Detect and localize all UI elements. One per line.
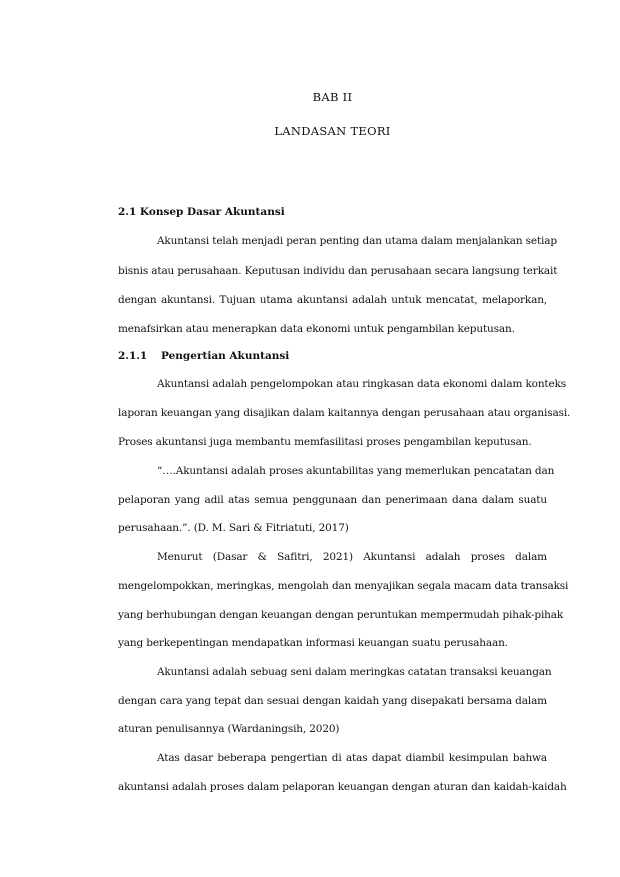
paragraph-line: akuntansi adalah proses dalam pelaporan keuangan dengan aturan dan kaidah-kaidah bbox=[118, 781, 567, 793]
subsection-number: 2.1.1 bbox=[118, 350, 148, 362]
paragraph-line: yang berkepentingan mendapatkan informasi keuangan suatu perusahaan. bbox=[118, 637, 508, 649]
chapter-title: LANDASAN TEORI bbox=[274, 124, 391, 138]
paragraph-line: Akuntansi adalah sebuag seni dalam meringkas catatan transaksi keuangan bbox=[157, 666, 552, 678]
paragraph-line: Menurut (Dasar & Safitri, 2021) Akuntansi adalah proses dalam bbox=[157, 551, 547, 563]
paragraph-line: aturan penulisannya (Wardaningsih, 2020) bbox=[118, 723, 340, 735]
paragraph-line: menafsirkan atau menerapkan data ekonomi untuk pengambilan keputusan. bbox=[118, 323, 515, 335]
paragraph-line: Akuntansi adalah pengelompokan atau ringkasan data ekonomi dalam konteks bbox=[157, 378, 567, 390]
paragraph-line: Proses akuntansi juga membantu memfasilitasi proses pengambilan keputusan. bbox=[118, 436, 532, 448]
paragraph-line: dengan akuntansi. Tujuan utama akuntansi adalah untuk mencatat, melaporkan, bbox=[118, 294, 547, 306]
paragraph-line: Akuntansi telah menjadi peran penting dan utama dalam menjalankan setiap bbox=[157, 235, 557, 247]
quote-line: pelaporan yang adil atas semua penggunaan dan penerimaan dana dalam suatu bbox=[118, 494, 547, 506]
paragraph-line: bisnis atau perusahaan. Keputusan individu dan perusahaan secara langsung terkait bbox=[118, 265, 558, 277]
section-heading: 2.1 Konsep Dasar Akuntansi bbox=[118, 206, 285, 218]
paragraph-line: laporan keuangan yang disajikan dalam kaitannya dengan perusahaan atau organisasi. bbox=[118, 407, 571, 419]
chapter-number: BAB II bbox=[312, 90, 353, 104]
paragraph-line: Atas dasar beberapa pengertian di atas dapat diambil kesimpulan bahwa bbox=[157, 752, 547, 764]
quote-line: perusahaan.”. (D. M. Sari & Fitriatuti, 2017) bbox=[118, 522, 349, 534]
subsection-title: Pengertian Akuntansi bbox=[161, 350, 290, 362]
paragraph-line: dengan cara yang tepat dan sesuai dengan kaidah yang disepakati bersama dalam bbox=[118, 695, 547, 707]
paragraph-line: yang berhubungan dengan keuangan dengan peruntukan mempermudah pihak-pihak bbox=[118, 609, 564, 621]
quote-line: “….Akuntansi adalah proses akuntabilitas yang memerlukan pencatatan dan bbox=[157, 465, 555, 477]
paragraph-line: mengelompokkan, meringkas, mengolah dan menyajikan segala macam data transaksi bbox=[118, 580, 569, 592]
